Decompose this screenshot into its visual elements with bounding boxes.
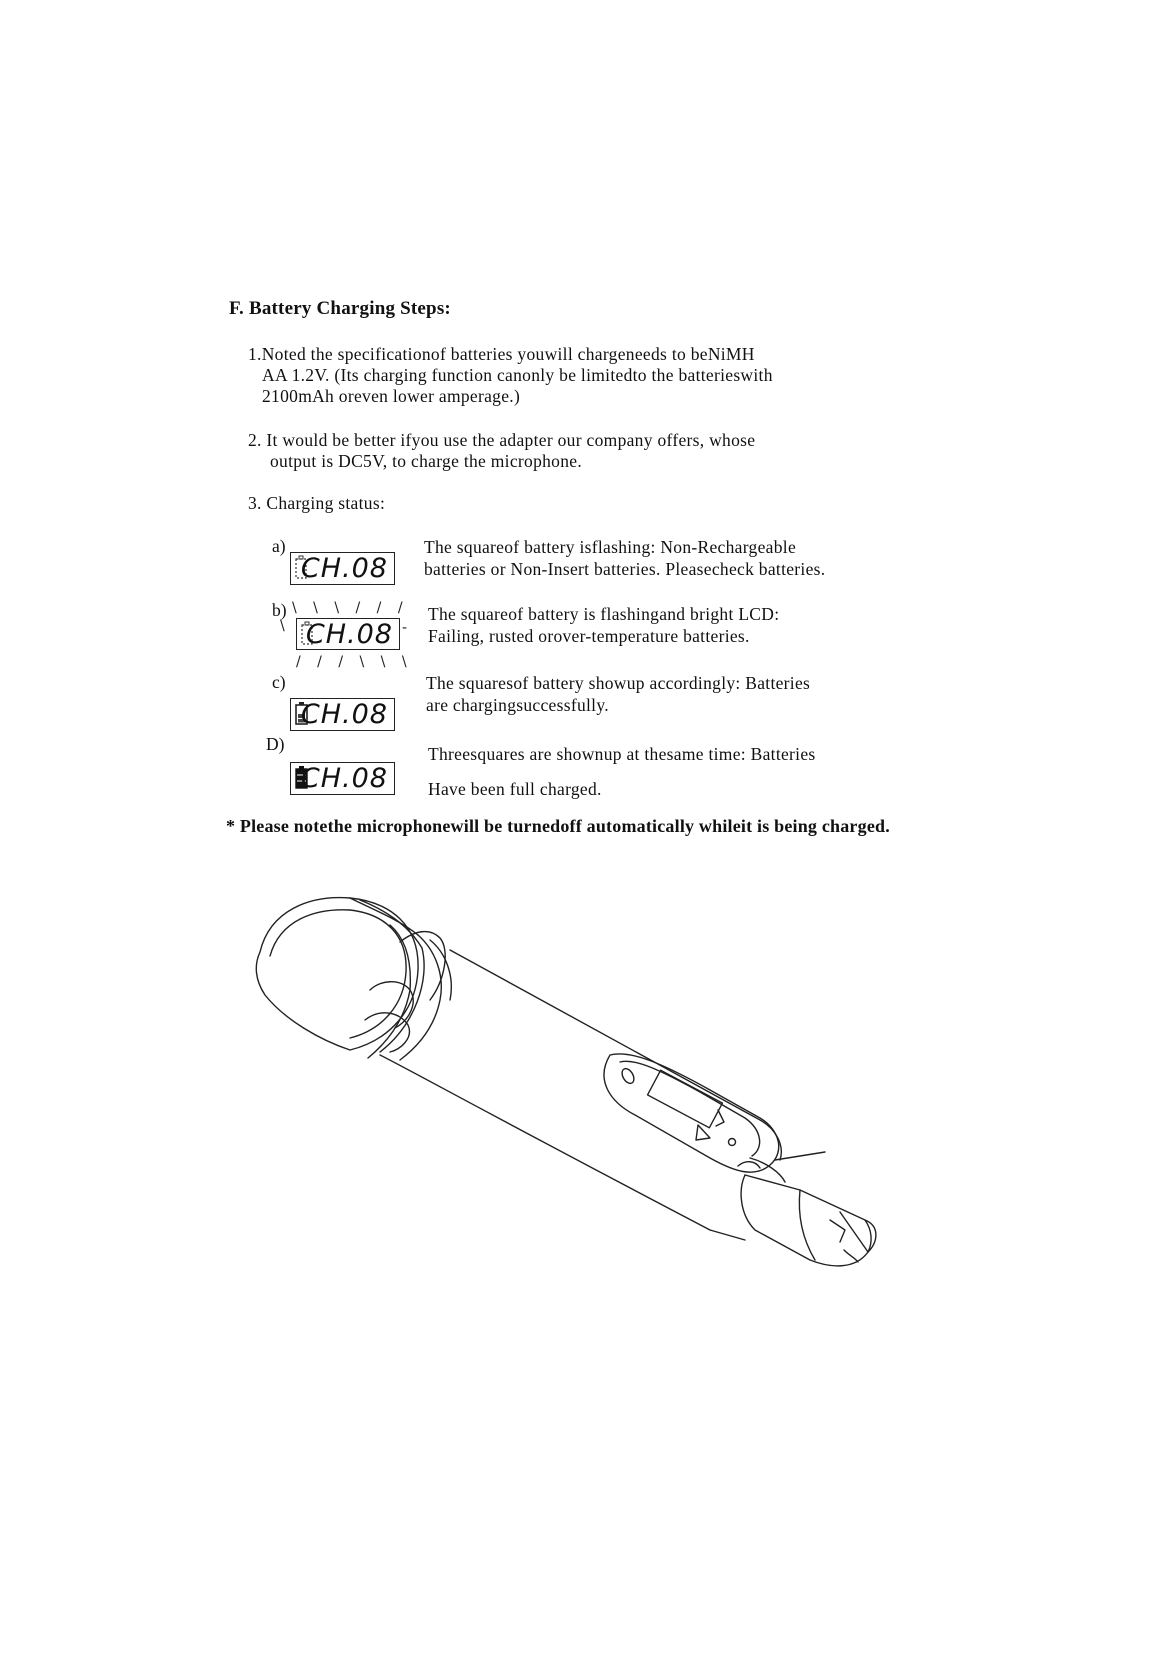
step-1-line-1: 1.Noted the specificationof batteries youwill chargeneeds to beNiMH [248, 344, 755, 364]
step-2-line-1: 2. It would be better ifyou use the adapter our company offers, whose [248, 430, 756, 450]
status-b-lcd [296, 618, 400, 650]
flash-rays-top: \ \ \ / / / [292, 600, 409, 616]
step-2-line-2: output is DC5V, to charge the microphone. [270, 451, 583, 471]
status-c-desc-line-1: The squaresof battery showup accordingly: Batteries [426, 673, 811, 693]
status-b-desc-line-1: The squareof battery is flashingand bright LCD: [428, 604, 780, 624]
status-c-desc [426, 672, 810, 716]
step-1-line-2: AA 1.2V. (Its charging function canonly be limitedto the batterieswith [262, 365, 773, 385]
step-1 [248, 344, 773, 407]
status-d-desc-line-1: Threesquares are shownup at thesame time: Batteries [428, 744, 816, 764]
step-3-line-1: 3. Charging status: [248, 493, 386, 513]
status-d-label: D) [266, 734, 285, 754]
status-b-desc [428, 603, 779, 647]
status-c-lcd-text: CH.08 [300, 699, 388, 730]
step-2 [248, 430, 755, 472]
status-a-lcd-text: CH.08 [300, 553, 388, 584]
status-d-desc-line-2: Have been full charged. [428, 779, 602, 799]
flash-rays-right: - [402, 620, 414, 636]
status-a-desc-line-1: The squareof battery isflashing: Non-Rechargeable [424, 537, 797, 557]
section-title: F. Battery Charging Steps: [229, 298, 451, 319]
status-d-lcd [290, 762, 395, 795]
status-a-label: a) [272, 536, 286, 556]
status-d-lcd-text: CH.08 [300, 763, 388, 794]
status-a-desc [424, 536, 825, 580]
step-1-line-3: 2100mAh oreven lower amperage.) [262, 386, 521, 406]
step-3 [248, 493, 385, 514]
microphone-illustration [240, 890, 940, 1370]
flash-rays-bottom: / / / \ \ \ [296, 654, 413, 670]
flash-rays-left: \ [280, 618, 291, 634]
status-b-label: b) [272, 600, 287, 620]
status-d-desc [428, 737, 816, 807]
status-a-lcd [290, 552, 395, 585]
status-c-desc-line-2: are chargingsuccessfully. [426, 695, 609, 715]
status-b-lcd-text: CH.08 [305, 619, 393, 650]
status-b-desc-line-2: Failing, rusted orover-temperature batteries. [428, 626, 750, 646]
status-c-lcd [290, 698, 395, 731]
status-c-label: c) [272, 672, 286, 692]
status-a-desc-line-2: batteries or Non-Insert batteries. Pleasecheck batteries. [424, 559, 826, 579]
charging-note: * Please notethe microphonewill be turnedoff automatically whileit is being charged. [226, 816, 890, 836]
